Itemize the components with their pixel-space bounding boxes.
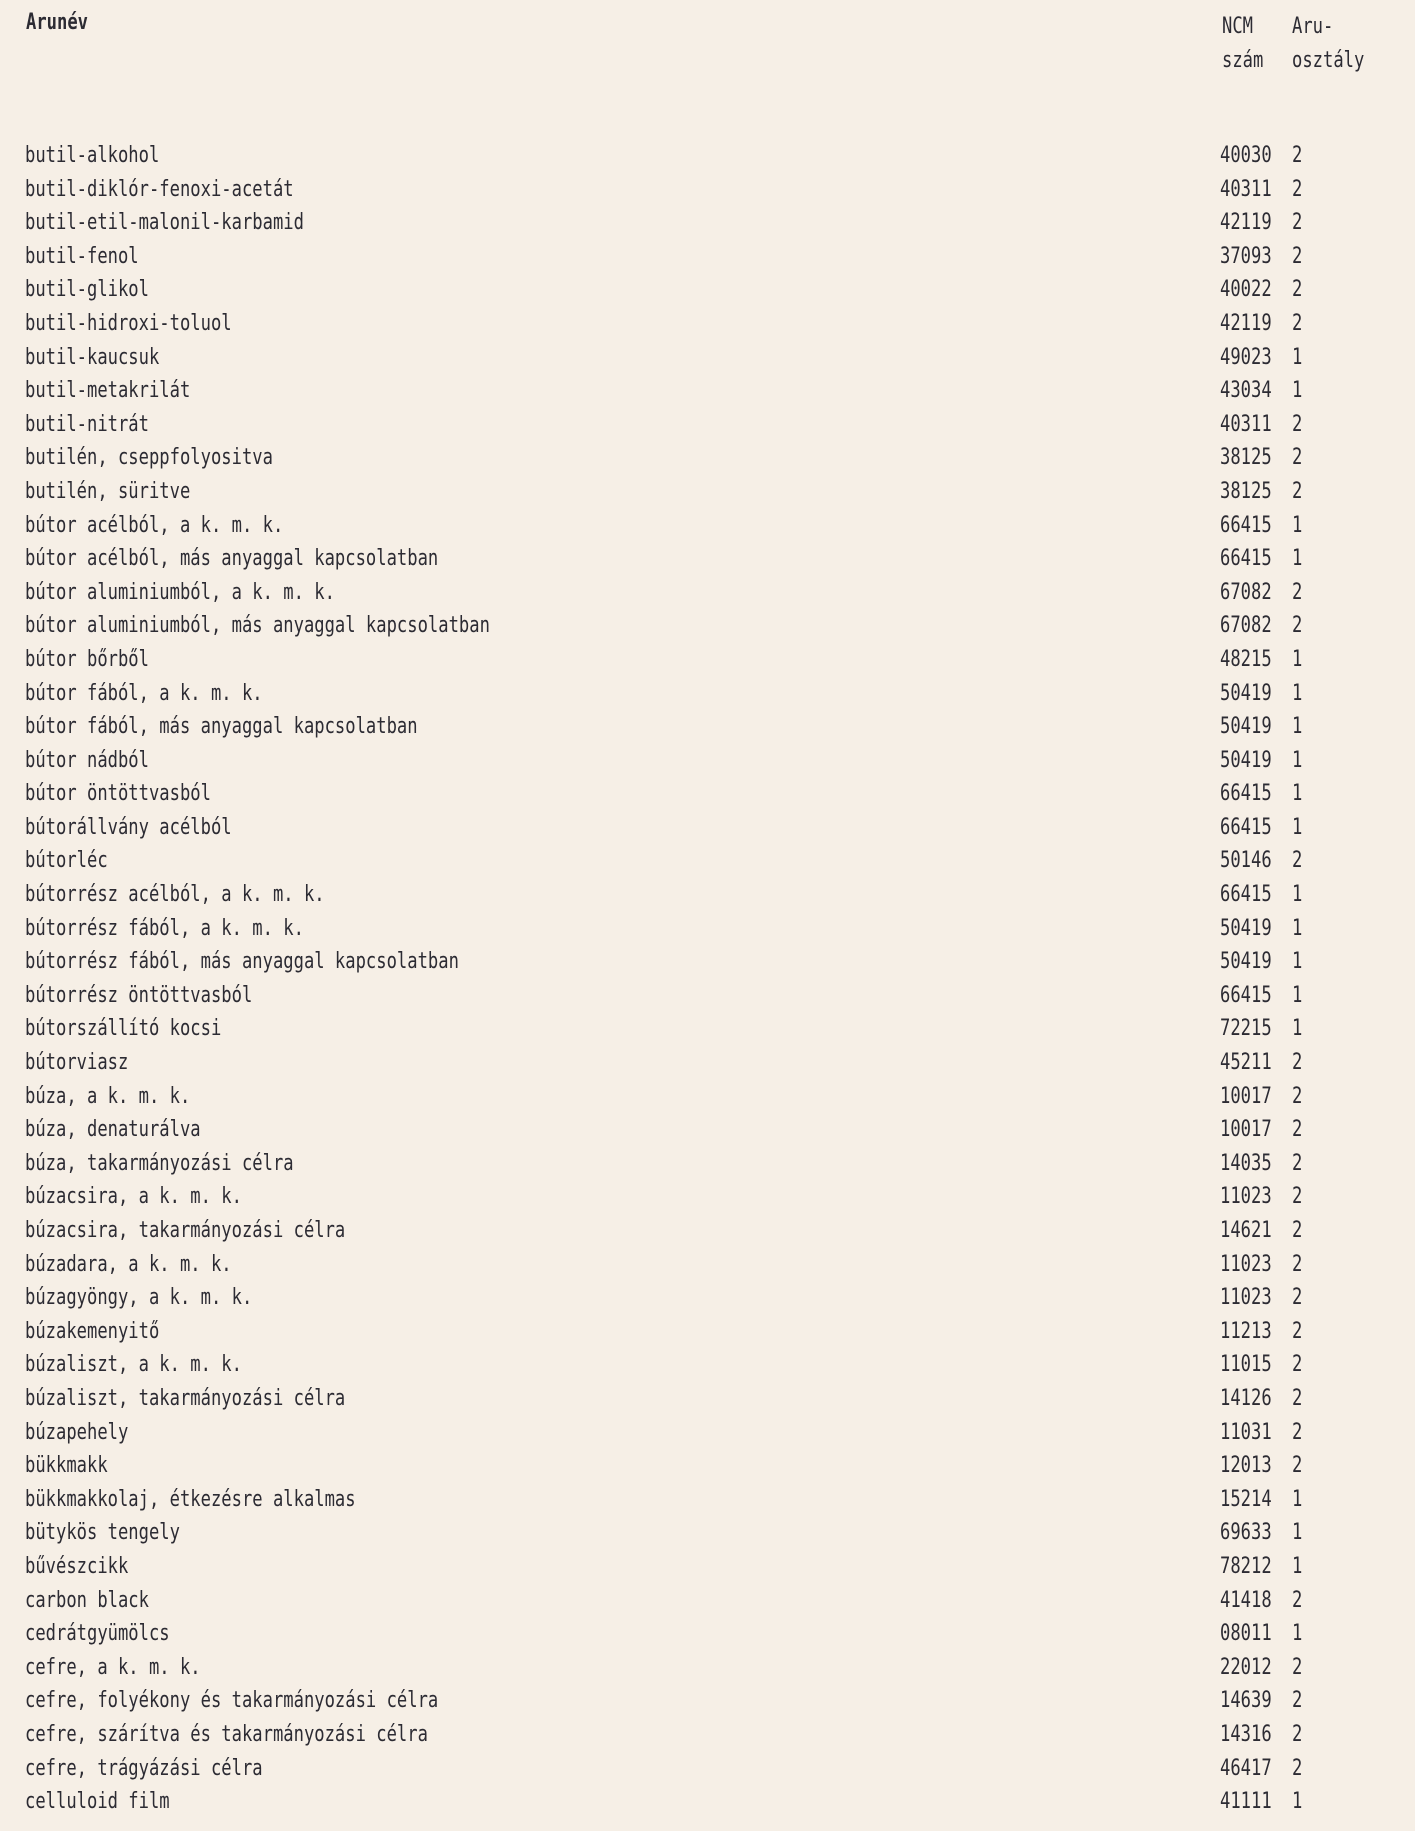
ncm-number: 41418: [1220, 1587, 1272, 1613]
goods-class: 1: [1292, 781, 1303, 807]
item-name: butil-alkohol: [25, 143, 160, 168]
table-row: [0, 576, 1415, 610]
table-row: [0, 1382, 1415, 1416]
table-row: [0, 408, 1415, 442]
item-name: búzakemenyitő: [25, 1318, 160, 1344]
item-name: butil-diklór-fenoxi-acetát: [25, 176, 294, 202]
goods-class: 1: [1292, 1789, 1303, 1815]
ncm-number: 14639: [1220, 1688, 1272, 1714]
table-row: [0, 1315, 1415, 1349]
goods-class: 2: [1292, 176, 1303, 202]
table-row: [0, 475, 1415, 509]
ncm-number: 69633: [1220, 1520, 1272, 1546]
table-row: [0, 609, 1415, 643]
ncm-number: 48215: [1220, 646, 1272, 672]
table-row: [0, 979, 1415, 1013]
item-name: cefre, folyékony és takarmányozási célra: [25, 1688, 439, 1714]
ncm-number: 11031: [1220, 1419, 1272, 1445]
table-row: [0, 1281, 1415, 1315]
item-name: butil-metakrilát: [25, 378, 191, 404]
ncm-number: 78212: [1220, 1553, 1272, 1579]
goods-class: 2: [1292, 411, 1303, 437]
item-name: bútorszállító kocsi: [25, 1016, 222, 1042]
goods-class: 2: [1292, 210, 1303, 236]
ncm-number: 43034: [1220, 378, 1272, 404]
goods-class: 1: [1292, 1016, 1303, 1042]
table-row: [0, 1684, 1415, 1718]
column-header-class: [1292, 10, 1402, 78]
item-name: bútor aluminiumból, a k. m. k.: [25, 579, 335, 605]
goods-class: 1: [1292, 1553, 1303, 1579]
item-name: búzadara, a k. m. k.: [25, 1251, 232, 1277]
item-name: cefre, a k. m. k.: [25, 1654, 201, 1680]
item-name: bükkmakkolaj, étkezésre alkalmas: [25, 1486, 356, 1512]
ncm-number: 37093: [1220, 243, 1272, 269]
goods-class: 2: [1292, 143, 1303, 168]
column-header-ncm-line2: szám: [1222, 48, 1264, 73]
ncm-number: 10017: [1220, 1083, 1272, 1109]
item-name: butil-nitrát: [25, 411, 149, 437]
goods-class: 2: [1292, 1721, 1303, 1747]
table-row: [0, 1046, 1415, 1080]
ncm-number: 11023: [1220, 1251, 1272, 1277]
ncm-number: 08011: [1220, 1621, 1272, 1647]
item-name: butil-etil-malonil-karbamid: [25, 210, 304, 236]
table-row: [0, 1113, 1415, 1147]
table-row: [0, 912, 1415, 946]
ncm-number: 40311: [1220, 176, 1272, 202]
item-name: búzacsira, takarmányozási célra: [25, 1218, 346, 1243]
item-name: butil-glikol: [25, 277, 149, 303]
goods-class: 2: [1292, 1050, 1303, 1076]
table-row: [0, 1584, 1415, 1618]
column-header-class-line2: osztály: [1292, 48, 1365, 73]
goods-class: 2: [1292, 1184, 1303, 1210]
item-name: bútor öntöttvasból: [25, 781, 211, 807]
table-row: [0, 1483, 1415, 1517]
ncm-number: 66415: [1220, 546, 1272, 572]
ncm-number: 66415: [1220, 512, 1272, 538]
table-row: [0, 1785, 1415, 1819]
ncm-number: 66415: [1220, 982, 1272, 1008]
item-name: búzacsira, a k. m. k.: [25, 1184, 242, 1210]
ncm-number: 67082: [1220, 613, 1272, 639]
ncm-number: 11015: [1220, 1352, 1272, 1378]
item-name: butilén, cseppfolyositva: [25, 445, 273, 471]
goods-class: 2: [1292, 1654, 1303, 1680]
item-name: búza, a k. m. k.: [25, 1083, 191, 1109]
ncm-number: 14035: [1220, 1150, 1272, 1176]
item-name: búzaliszt, takarmányozási célra: [25, 1385, 346, 1411]
table-row: [0, 273, 1415, 307]
goods-class: 1: [1292, 714, 1303, 740]
goods-class: 2: [1292, 613, 1303, 639]
goods-class: 2: [1292, 1218, 1303, 1243]
table-row: [0, 1180, 1415, 1214]
goods-class: 1: [1292, 949, 1303, 975]
item-name: cefre, szárítva és takarmányozási célra: [25, 1721, 428, 1747]
ncm-number: 45211: [1220, 1050, 1272, 1076]
goods-class: 2: [1292, 478, 1303, 504]
table-row: [0, 1147, 1415, 1181]
column-header-ncm-line1: NCM: [1222, 14, 1254, 39]
item-name: búzapehely: [25, 1419, 129, 1445]
goods-class: 1: [1292, 546, 1303, 572]
ncm-number: 49023: [1220, 344, 1272, 370]
item-name: carbon black: [25, 1587, 149, 1613]
item-name: cefre, trágyázási célra: [25, 1755, 263, 1781]
goods-class: 2: [1292, 1419, 1303, 1445]
item-name: bútor fából, a k. m. k.: [25, 680, 263, 706]
item-name: bükkmakk: [25, 1453, 108, 1479]
table-row: [0, 240, 1415, 274]
ncm-number: 15214: [1220, 1486, 1272, 1512]
item-name: bútorrész fából, más anyaggal kapcsolatban: [25, 949, 459, 975]
goods-class: 2: [1292, 848, 1303, 874]
goods-class: 1: [1292, 1520, 1303, 1546]
table-row: [0, 341, 1415, 375]
item-name: butil-fenol: [25, 243, 139, 269]
goods-class: 2: [1292, 445, 1303, 471]
goods-class: 2: [1292, 1385, 1303, 1411]
ncm-number: 40311: [1220, 411, 1272, 437]
table-row: [0, 1617, 1415, 1651]
item-name: butil-hidroxi-toluol: [25, 310, 232, 336]
table-row: [0, 307, 1415, 341]
item-name: bútorrész fából, a k. m. k.: [25, 915, 304, 941]
item-name: celluloid film: [25, 1789, 170, 1815]
table-row: [0, 677, 1415, 711]
table-row: [0, 1449, 1415, 1483]
table-row: [0, 811, 1415, 845]
item-name: bútor acélból, a k. m. k.: [25, 512, 284, 538]
table-row: [0, 643, 1415, 677]
ncm-number: 66415: [1220, 781, 1272, 807]
column-header-class-line1: Aru-: [1292, 14, 1334, 39]
goods-class: 2: [1292, 310, 1303, 336]
ncm-number: 14316: [1220, 1721, 1272, 1747]
goods-class: 2: [1292, 1117, 1303, 1143]
table-row: [0, 1416, 1415, 1450]
goods-class: 2: [1292, 579, 1303, 605]
goods-class: 2: [1292, 1318, 1303, 1344]
table-row: [0, 1718, 1415, 1752]
table-row: [0, 1012, 1415, 1046]
goods-class: 1: [1292, 747, 1303, 773]
goods-class: 2: [1292, 1755, 1303, 1781]
ncm-number: 42119: [1220, 210, 1272, 236]
item-name: bútor aluminiumból, más anyaggal kapcsolatban: [25, 613, 490, 639]
table-row: [0, 139, 1415, 173]
table-row: [0, 1080, 1415, 1114]
goods-class: 2: [1292, 1150, 1303, 1176]
item-name: bütykös tengely: [25, 1520, 180, 1546]
column-header-ncm: [1222, 10, 1284, 78]
item-name: butil-kaucsuk: [25, 344, 160, 370]
goods-class: 2: [1292, 1688, 1303, 1714]
ncm-number: 42119: [1220, 310, 1272, 336]
goods-class: 1: [1292, 982, 1303, 1008]
goods-class: 2: [1292, 1453, 1303, 1479]
goods-class: 1: [1292, 344, 1303, 370]
ncm-number: 11023: [1220, 1184, 1272, 1210]
item-name: bútorrész acélból, a k. m. k.: [25, 882, 325, 908]
goods-class: 2: [1292, 1251, 1303, 1277]
item-list: [0, 139, 1415, 1819]
table-row: [0, 1550, 1415, 1584]
table-row: [0, 1516, 1415, 1550]
ncm-number: 46417: [1220, 1755, 1272, 1781]
ncm-number: 40022: [1220, 277, 1272, 303]
ncm-number: 66415: [1220, 882, 1272, 908]
table-row: [0, 1248, 1415, 1282]
ncm-number: 11213: [1220, 1318, 1272, 1344]
item-name: búzagyöngy, a k. m. k.: [25, 1285, 253, 1311]
item-name: bútorállvány acélból: [25, 814, 232, 840]
item-name: bútor fából, más anyaggal kapcsolatban: [25, 714, 418, 740]
table-row: [0, 173, 1415, 207]
ncm-number: 72215: [1220, 1016, 1272, 1042]
goods-class: 1: [1292, 378, 1303, 404]
column-header-name: Arunév: [26, 10, 88, 35]
ncm-number: 41111: [1220, 1789, 1272, 1815]
ncm-number: 67082: [1220, 579, 1272, 605]
table-row: [0, 1752, 1415, 1786]
table-row: [0, 542, 1415, 576]
ncm-number: 50419: [1220, 714, 1272, 740]
ncm-number: 40030: [1220, 143, 1272, 168]
item-name: búzaliszt, a k. m. k.: [25, 1352, 242, 1378]
table-row: [0, 878, 1415, 912]
table-row: [0, 1651, 1415, 1685]
item-name: bútorviasz: [25, 1050, 129, 1076]
ncm-number: 11023: [1220, 1285, 1272, 1311]
ncm-number: 50419: [1220, 949, 1272, 975]
item-name: bútor acélból, más anyaggal kapcsolatban: [25, 546, 439, 572]
table-row: [0, 1214, 1415, 1248]
item-name: bútorrész öntöttvasból: [25, 982, 253, 1008]
goods-class: 1: [1292, 814, 1303, 840]
ncm-number: 38125: [1220, 478, 1272, 504]
table-row: [0, 1348, 1415, 1382]
ncm-number: 10017: [1220, 1117, 1272, 1143]
table-row: [0, 710, 1415, 744]
ncm-number: 50146: [1220, 848, 1272, 874]
goods-class: 1: [1292, 1486, 1303, 1512]
item-name: búza, denaturálva: [25, 1117, 201, 1143]
goods-class: 2: [1292, 1083, 1303, 1109]
item-name: bűvészcikk: [25, 1553, 129, 1579]
ncm-number: 14621: [1220, 1218, 1272, 1243]
ncm-number: 50419: [1220, 747, 1272, 773]
goods-class: 1: [1292, 882, 1303, 908]
goods-class: 1: [1292, 680, 1303, 706]
item-name: búza, takarmányozási célra: [25, 1150, 294, 1176]
table-row: [0, 744, 1415, 778]
goods-class: 1: [1292, 915, 1303, 941]
goods-class: 2: [1292, 1587, 1303, 1613]
item-name: bútor bőrből: [25, 646, 149, 672]
goods-class: 1: [1292, 646, 1303, 672]
item-name: cedrátgyümölcs: [25, 1621, 170, 1647]
ncm-number: 38125: [1220, 445, 1272, 471]
goods-class: 2: [1292, 1352, 1303, 1378]
ncm-number: 50419: [1220, 680, 1272, 706]
goods-class: 1: [1292, 1621, 1303, 1647]
table-row: [0, 777, 1415, 811]
ncm-number: 12013: [1220, 1453, 1272, 1479]
item-name: bútorléc: [25, 848, 108, 874]
table-row: [0, 509, 1415, 543]
ncm-number: 22012: [1220, 1654, 1272, 1680]
table-row: [0, 206, 1415, 240]
table-row: [0, 374, 1415, 408]
ncm-number: 66415: [1220, 814, 1272, 840]
table-row: [0, 844, 1415, 878]
goods-class: 2: [1292, 243, 1303, 269]
goods-class: 1: [1292, 512, 1303, 538]
table-row: [0, 945, 1415, 979]
goods-class: 2: [1292, 277, 1303, 303]
ncm-number: 14126: [1220, 1385, 1272, 1411]
item-name: butilén, süritve: [25, 478, 191, 504]
goods-class: 2: [1292, 1285, 1303, 1311]
item-name: bútor nádból: [25, 747, 149, 773]
table-row: [0, 441, 1415, 475]
ncm-number: 50419: [1220, 915, 1272, 941]
